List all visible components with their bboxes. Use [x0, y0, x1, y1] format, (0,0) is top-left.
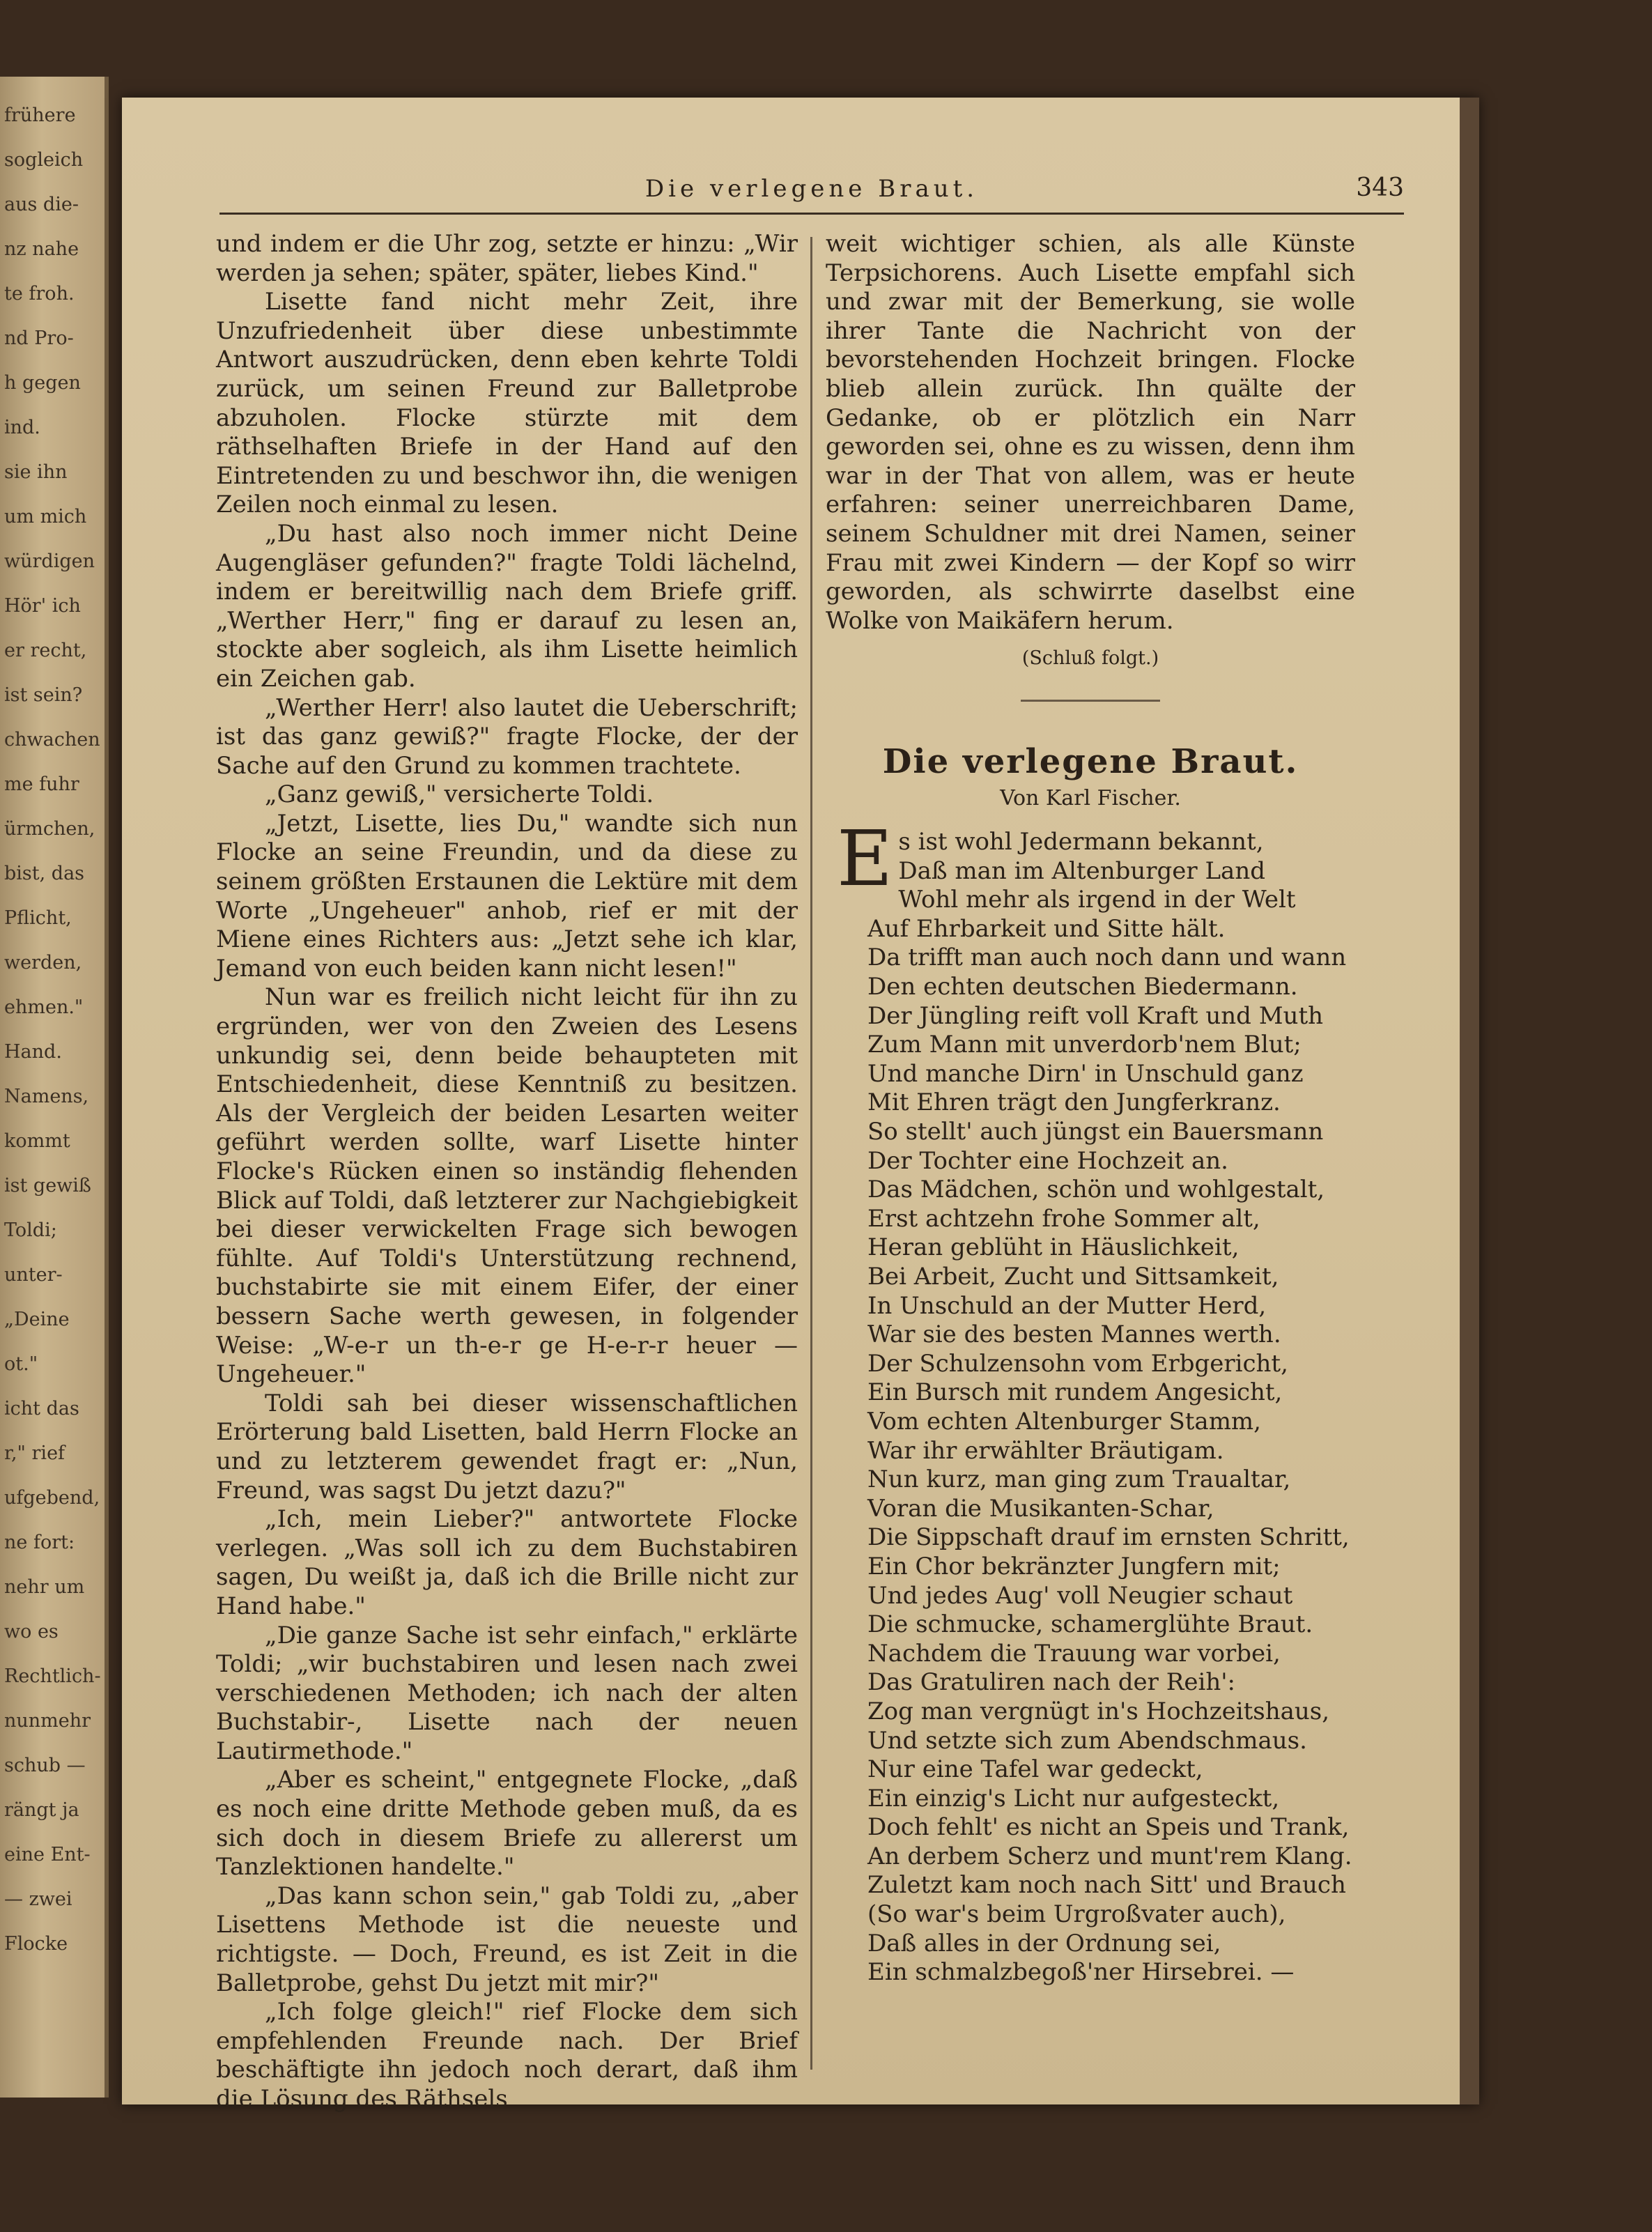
poem-line: In Unschuld an der Mutter Herd,	[867, 1291, 1267, 1320]
poem-line: Daß alles in der Ordnung sei,	[867, 1929, 1221, 1957]
poem-line: Das Gratuliren nach der Reih':	[867, 1668, 1236, 1697]
poem-byline: Von Karl Fischer.	[1000, 785, 1181, 810]
running-head	[219, 171, 1404, 215]
poem-line: Und jedes Aug' voll Neugier schaut	[867, 1581, 1293, 1610]
drop-cap: E	[837, 814, 893, 904]
poem-line: (So war's beim Urgroßvater auch),	[867, 1900, 1286, 1929]
prose-paragraph: „Ich, mein Lieber?" antwortete Flocke verlegen. „Was soll ich zu dem Buchstabiren sagen, Du weißt ja, daß ich die Brille nicht zur Hand habe."	[216, 1505, 798, 1620]
facing-page-fragment: unter-	[4, 1264, 63, 1286]
prose-paragraph: „Das kann schon sein," gab Toldi zu, „aber Lisettens Methode ist die neueste und richtigste. — Doch, Freund, es ist Zeit in die Balletprobe, gehst Du jetzt mit mir?"	[216, 1881, 798, 1997]
poem-line: Bei Arbeit, Zucht und Sittsamkeit,	[867, 1263, 1279, 1291]
poem-line: Erst achtzehn frohe Sommer alt,	[867, 1204, 1260, 1233]
facing-page-fragment: nd Pro-	[4, 328, 74, 349]
poem-line: Zum Mann mit unverdorb'nem Blut;	[867, 1031, 1302, 1059]
poem-line: Und manche Dirn' in Unschuld ganz	[867, 1059, 1304, 1088]
prose-paragraph: „Die ganze Sache ist sehr einfach," erklärte Toldi; „wir buchstabiren und lesen nach zwei verschiedenen Methoden; ich nach der alten Buchstabir-, Lisette nach der neuen Lautirmethode."	[216, 1621, 798, 1765]
poem-line: Heran geblüht in Häuslichkeit,	[867, 1233, 1240, 1262]
facing-page-fragment: icht das	[4, 1398, 79, 1419]
poem-line: Zuletzt kam noch nach Sitt' und Brauch	[867, 1871, 1346, 1900]
facing-page-fragment: ufgebend,	[4, 1487, 100, 1509]
facing-page-fragment: ind.	[4, 417, 40, 438]
facing-page-fragment: ehmen."	[4, 996, 84, 1018]
poem-line: Die Sippschaft drauf im ernsten Schritt,	[867, 1523, 1350, 1552]
poem-line: Doch fehlt' es nicht an Speis und Trank,	[867, 1813, 1350, 1842]
facing-page-fragment: rängt ja	[4, 1799, 79, 1821]
facing-page-fragment: ot."	[4, 1353, 38, 1375]
poem-line: Ein schmalzbegoß'ner Hirsebrei. —	[867, 1958, 1295, 1987]
poem-line: Daß man im Altenburger Land	[898, 856, 1265, 885]
facing-page-fragment: würdigen	[4, 551, 95, 572]
poem-line: So stellt' auch jüngst ein Bauersmann	[867, 1118, 1324, 1146]
poem-body	[826, 814, 1355, 1987]
prose-paragraph: „Aber es scheint," entgegnete Flocke, „daß es noch eine dritte Methode geben muß, da es sich doch in diesem Briefe zu allererst um Tanzlektionen handelte."	[216, 1766, 798, 1881]
poem-line: Die schmucke, schamerglühte Braut.	[867, 1610, 1313, 1639]
facing-page-fragment: ist sein?	[4, 684, 83, 706]
poem-line: Nur eine Tafel war gedeckt,	[867, 1755, 1203, 1784]
prose-paragraph: „Ich folge gleich!" rief Flocke dem sich empfehlenden Freunde nach. Der Brief beschäftigte ihn jedoch noch derart, daß ihm die Lösung des Räthsels	[216, 1998, 798, 2113]
facing-page-fragment: wo es	[4, 1621, 59, 1642]
prose-paragraph: „Jetzt, Lisette, lies Du," wandte sich nun Flocke an seine Freundin, und da diese zu seinem größten Erstaunen die Lektüre mit dem Worte „Ungeheuer" anhob, rief er mit der Miene eines Richters aus: „Jetzt sehe ich klar, Jemand von euch beiden kann nicht lesen!"	[216, 809, 798, 983]
poem-line: Zog man vergnügt in's Hochzeitshaus,	[867, 1697, 1330, 1725]
book-page	[122, 98, 1479, 2113]
facing-page-fragment: Namens,	[4, 1086, 89, 1107]
poem-line: Ein Chor bekränzter Jungfern mit;	[867, 1552, 1281, 1580]
poem-line: An derbem Scherz und munt'rem Klang.	[867, 1842, 1352, 1870]
facing-page-fragment: um mich	[4, 506, 87, 528]
running-title: Die verlegene Braut.	[644, 175, 979, 203]
poem-line: Der Jüngling reift voll Kraft und Muth	[867, 1001, 1324, 1030]
prose-paragraph: Toldi sah bei dieser wissenschaftlichen Erörterung bald Lisetten, bald Herrn Flocke an und zu letzterem gewendet fragt er: „Nun, Freund, was sagst Du jetzt dazu?"	[216, 1389, 798, 1504]
poem-title: Die verlegene Braut.	[882, 741, 1299, 781]
poem-line: War ihr erwählter Bräutigam.	[867, 1436, 1224, 1465]
poem-line: Den echten deutschen Biedermann.	[867, 973, 1298, 1001]
facing-page-fragment: sie ihn	[4, 461, 68, 483]
facing-page-fragment: Pflicht,	[4, 907, 72, 929]
facing-page-fragment: r," rief	[4, 1442, 65, 1464]
facing-page-fragment: Hör' ich	[4, 595, 81, 617]
facing-page-fragment: frühere	[4, 105, 76, 126]
poem-line: Das Mädchen, schön und wohlgestalt,	[867, 1176, 1325, 1204]
page-number: 343	[1356, 174, 1404, 202]
facing-page-fragment: aus die-	[4, 194, 79, 215]
column-rule	[810, 237, 812, 2070]
prose-paragraph: weit wichtiger schien, als alle Künste Terpsichorens. Auch Lisette empfahl sich und zwar mit der Bemerkung, sie wolle ihrer Tante die Nachricht von der bevorstehenden Hochzeit bringen. Flocke blieb allein zurück. Ihn quälte der Gedanke, ob er plötzlich ein Narr geworden sei, ohne es zu wissen, denn ihm war in der That von allem, was er heute erfahren: seiner unerreichbaren Dame, seinem Schuldner mit drei Namen, seiner Frau mit zwei Kindern — der Kopf so wirr geworden, als schwirrte daselbst eine Wolke von Maikäfern herum.	[826, 230, 1355, 635]
facing-page-fragment: te froh.	[4, 283, 75, 305]
prose-paragraph: Lisette fand nicht mehr Zeit, ihre Unzufriedenheit über diese unbestimmte Antwort auszudrücken, denn eben kehrte Toldi zurück, um seinen Freund zur Balletprobe abzuholen. Flocke stürzte mit dem räthselhaften Briefe in der Hand auf den Eintretenden zu und beschwor ihn, die wenigen Zeilen noch einmal zu lesen.	[216, 288, 798, 519]
facing-page-fragment: „Deine	[4, 1309, 70, 1330]
section-divider	[1021, 700, 1160, 702]
poem-line: Auf Ehrbarkeit und Sitte hält.	[867, 914, 1226, 943]
poem-line: Der Tochter eine Hochzeit an.	[867, 1146, 1228, 1175]
facing-page-fragment: bist, das	[4, 863, 85, 884]
poem-line: Vom echten Altenburger Stamm,	[867, 1407, 1261, 1436]
prose-paragraph: Nun war es freilich nicht leicht für ihn zu ergründen, wer von den Zweien des Lesens unkundig sei, denn beide behaupteten mit Entschiedenheit, diese Kenntniß zu besitzen. Als der Vergleich der beiden Lesarten weiter geführt werden sollte, warf Lisette hinter Flocke's Rücken einen so inständig flehenden Blick auf Toldi, daß letzterer zur Nachgiebigkeit bei dieser verwickelten Frage sich bewogen fühlte. Auf Toldi's Unterstützung rechnend, buchstabirte sie mit einem Eifer, der einer bessern Sache werth gewesen, in folgender Weise: „W-e-r un th-e-r ge H-e-r-r heuer — Ungeheuer."	[216, 983, 798, 1389]
facing-page-fragment: werden,	[4, 952, 82, 973]
facing-page-fragment: sogleich	[4, 149, 84, 171]
facing-page-fragment: Rechtlich-	[4, 1665, 101, 1687]
poem-line: Wohl mehr als irgend in der Welt	[898, 886, 1296, 914]
poem-line: War sie des besten Mannes werth.	[867, 1321, 1281, 1349]
prose-paragraph: und indem er die Uhr zog, setzte er hinzu: „Wir werden ja sehen; später, später, liebes Kind."	[216, 230, 798, 287]
facing-page-fragment: ist gewiß	[4, 1175, 91, 1196]
facing-page-fragment: me fuhr	[4, 773, 79, 795]
right-column	[826, 230, 1355, 1987]
facing-page-fragment: nunmehr	[4, 1710, 91, 1732]
facing-page-fragment: ürmchen,	[4, 818, 95, 840]
poem-line: Ein Bursch mit rundem Angesicht,	[867, 1378, 1283, 1407]
poem-line: Nun kurz, man ging zum Traualtar,	[867, 1465, 1291, 1494]
poem-line: Mit Ehren trägt den Jungferkranz.	[867, 1088, 1281, 1117]
facing-page-fragment: nz nahe	[4, 238, 79, 260]
facing-page-fragment: er recht,	[4, 640, 87, 661]
poem-line: Und setzte sich zum Abendschmaus.	[867, 1726, 1307, 1755]
facing-page-fragment: ne fort:	[4, 1532, 75, 1553]
poem-line: Ein einzig's Licht nur aufgesteckt,	[867, 1784, 1280, 1812]
facing-page-edge	[0, 77, 109, 2098]
facing-page-fragment: Toldi;	[4, 1219, 57, 1241]
poem-line: Da trifft man auch noch dann und wann	[867, 944, 1347, 972]
facing-page-fragment: — zwei	[4, 1888, 72, 1910]
left-column	[216, 230, 798, 2114]
facing-page-fragment: kommt	[4, 1130, 70, 1152]
continuation-note: (Schluß folgt.)	[1021, 647, 1159, 670]
prose-paragraph: „Ganz gewiß," versicherte Toldi.	[265, 780, 654, 809]
poem-line: Der Schulzensohn vom Erbgericht,	[867, 1349, 1288, 1378]
facing-page-fragment: schub —	[4, 1755, 86, 1776]
facing-page-fragment: h gegen	[4, 372, 81, 394]
facing-page-fragment: nehr um	[4, 1576, 85, 1598]
poem-line: s ist wohl Jedermann bekannt,	[898, 828, 1264, 856]
facing-page-fragment: chwachen	[4, 729, 100, 751]
facing-page-fragment: Flocke	[4, 1933, 68, 1955]
facing-page-fragment: Hand.	[4, 1041, 62, 1063]
prose-paragraph: „Du hast also noch immer nicht Deine Augengläser gefunden?" fragte Toldi lächelnd, indem er bereitwillig nach dem Briefe griff. „Werther Herr," fing er darauf zu lesen an, stockte aber sogleich, als ihm Lisette heimlich ein Zeichen gab.	[216, 519, 798, 693]
poem-line: Nachdem die Trauung war vorbei,	[867, 1639, 1281, 1668]
poem-line: Voran die Musikanten-Schar,	[867, 1494, 1214, 1523]
prose-paragraph: „Werther Herr! also lautet die Ueberschrift; ist das ganz gewiß?" fragte Flocke, der der Sache auf den Grund zu kommen trachtete.	[216, 693, 798, 780]
facing-page-fragment: eine Ent-	[4, 1844, 91, 1865]
